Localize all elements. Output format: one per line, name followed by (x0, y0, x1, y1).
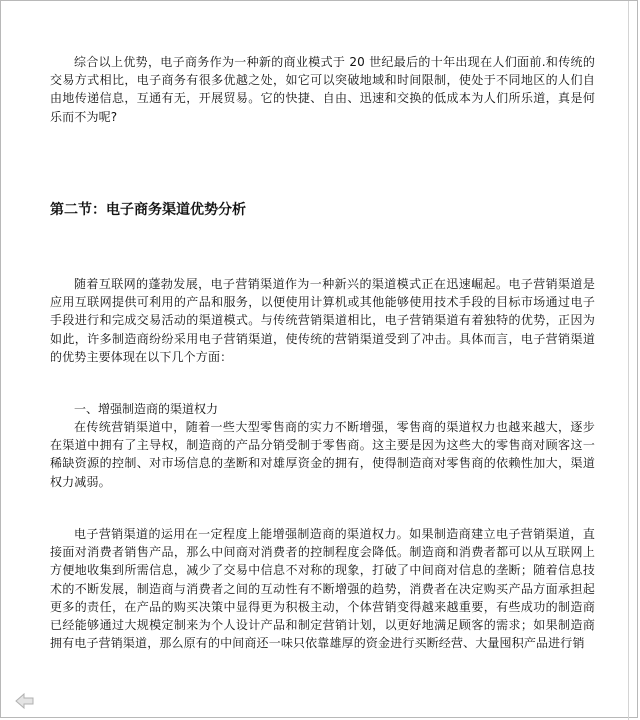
subheading-channel-power: 一、增强制造商的渠道权力 (74, 402, 219, 416)
document-content (50, 53, 595, 651)
left-arrow-icon[interactable] (15, 693, 35, 709)
section-title: 第二节：电子商务渠道优势分析 (50, 202, 246, 218)
left-arrow-icon-graphic (15, 693, 35, 709)
channel-intro-paragraph: 随着互联网的蓬勃发展，电子营销渠道作为一种新兴的渠道模式正在迅速崛起。电子营销渠道是应用互联网提供可利用的产品和服务，以便使用计算机或其他能够使用技术手段的目标市场通过电子手段进行和完成交易活动的渠道模式。与传统营销渠道相比，电子营销渠道有着独特的优势，正因为如此，许多制造商纷纷采用电子营销渠道，使传统的营销渠道受到了冲击。具体而言，电子营销渠道的优势主要体现在以下几个方面： (50, 277, 595, 364)
electronic-channel-paragraph: 电子营销渠道的运用在一定程度上能增强制造商的渠道权力。如果制造商建立电子营销渠道，直接面对消费者销售产品，那么中间商对消费者的控制程度会降低。制造商和消费者都可以从互联网上方便地收集到所需信息，减少了交易中信息不对称的现象，打破了中间商对信息的垄断；随着信息技术的不断发展，制造商与消费者之间的互动性有不断增强的趋势，消费者在决定购买产品方面承担起更多的责任，在产品的购买决策中显得更为积极主动，个体营销变得越来越重要，有些成功的制造商已经能够通过大规模定制来为个人设计产品和制定营销计划，以更好地满足顾客的需求；如果制造商拥有电子营销渠道，那么原有的中间商还一味只依靠雄厚的资金进行买断经营、大量囤积产品进行销 (50, 527, 595, 651)
page-edge-rule (628, 1, 629, 720)
intro-paragraph: 综合以上优势，电子商务作为一种新的商业模式于 20 世纪最后的十年出现在人们面前.和传统的交易方式相比，电子商务有很多优越之处，如它可以突破地域和时间限制，使处于不同地区的人们自由地传递信息，互通有无，开展贸易。它的快捷、自由、迅速和交换的低成本为人们所乐道，真是何乐而不为呢? (50, 55, 595, 124)
traditional-channel-paragraph: 在传统营销渠道中，随着一些大型零售商的实力不断增强，零售商的渠道权力也越来越大，逐步在渠道中拥有了主导权，制造商的产品分销受制于零售商。这主要是因为这些大的零售商对顾客这一稀缺资源的控制、对市场信息的垄断和对雄厚资金的拥有，使得制造商对零售商的依赖性加大，渠道权力减弱。 (50, 420, 595, 489)
